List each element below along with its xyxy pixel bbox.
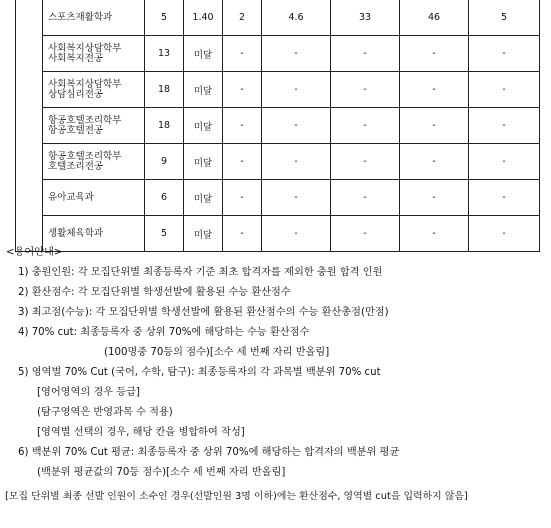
data-cell: 5 [145,0,184,36]
department-name-line: 호텔조리전공 [48,160,104,172]
department-name-line: 스포츠재활학과 [48,11,113,23]
data-cell: - [223,36,262,72]
glossary-item: 5) 영역별 70% Cut (국어, 수학, 탐구): 최종등록자의 각 과목별 백분위 70% cut [18,367,381,378]
data-cell: 4.6 [262,0,331,36]
data-cell: 9 [145,144,184,180]
data-cell: 5 [145,216,184,252]
department-name-line: 사회복지전공 [48,52,104,64]
department-name-cell [43,72,145,108]
data-cell: - [223,108,262,144]
department-name-line: 항공호텔조리학부 [48,150,122,162]
data-cell: - [469,180,540,216]
department-name-line: 항공호텔전공 [48,124,104,136]
department-name-cell [43,36,145,72]
department-name-cell [43,0,145,36]
data-cell: - [400,36,469,72]
glossary-item: 1) 충원인원: 각 모집단위별 최종등록자 기준 최초 합격자를 제외한 충원 합격 인원 [18,267,383,278]
department-name-line: 상담심리전공 [48,88,104,100]
group-cell [16,0,43,252]
data-cell: - [262,72,331,108]
glossary-item-continued: (백분위 평균값의 70등 점수)[소수 세 번째 자리 반올림] [37,467,286,478]
data-cell: - [223,216,262,252]
glossary-item-continued: [영어영역의 경우 등급] [37,387,140,398]
department-name-cell [43,180,145,216]
data-cell: - [400,216,469,252]
data-cell: - [469,72,540,108]
data-cell: - [223,72,262,108]
data-cell: - [400,72,469,108]
table-row [16,144,540,180]
glossary-item-continued: (탐구영역은 반영과목 수 적용) [37,407,173,418]
department-name-line: 사회복지상담학부 [48,42,122,54]
data-cell: 미달 [184,36,223,72]
data-cell: 미달 [184,180,223,216]
glossary-item-continued: (100명중 70등의 점수)[소수 세 번째 자리 반올림] [104,347,330,358]
data-cell: 미달 [184,72,223,108]
glossary-item: 3) 최고점(수능): 각 모집단위별 학생선발에 활용된 환산점수의 수능 환산총점(만점) [18,307,389,318]
table-row [16,0,540,36]
data-cell: - [262,144,331,180]
department-name-line: 사회복지상담학부 [48,78,122,90]
department-name-line: 생활체육학과 [48,227,104,239]
data-cell: - [469,36,540,72]
data-cell: - [469,108,540,144]
glossary-item: 2) 환산점수: 각 모집단위별 학생선발에 활용된 수능 환산점수 [18,287,291,298]
table-row [16,216,540,252]
glossary-item-continued: [영역별 선택의 경우, 해당 칸을 병합하여 작성] [37,427,245,438]
data-cell: - [262,36,331,72]
data-cell: - [223,144,262,180]
data-cell: - [331,108,400,144]
data-cell: - [469,216,540,252]
data-cell: - [400,180,469,216]
glossary-footer-note: [모집 단위별 최종 선발 인원이 소수인 경우(선발인원 3명 이하)에는 환산점수, 영역별 cut을 입력하지 않음] [5,491,468,502]
data-cell: 6 [145,180,184,216]
table-row [16,72,540,108]
data-cell: - [331,144,400,180]
data-cell: - [223,180,262,216]
department-name-cell [43,144,145,180]
department-name-line: 항공호텔조리학부 [48,114,122,126]
data-cell: 5 [469,0,540,36]
data-cell: - [469,144,540,180]
data-cell: 미달 [184,144,223,180]
data-cell: 2 [223,0,262,36]
glossary-item: 4) 70% cut: 최종등록자 중 상위 70%에 해당하는 수능 환산점수 [18,327,310,338]
data-cell: - [331,180,400,216]
table-row [16,108,540,144]
data-cell: - [331,216,400,252]
data-cell: 33 [331,0,400,36]
department-name-cell [43,108,145,144]
data-cell: - [331,36,400,72]
glossary-item: 6) 백분위 70% Cut 평균: 최종등록자 중 상위 70%에 해당하는 합격자의 백분위 평균 [18,447,400,458]
data-cell: 13 [145,36,184,72]
data-cell: 46 [400,0,469,36]
data-cell: 18 [145,108,184,144]
data-cell: - [262,180,331,216]
data-cell: - [400,108,469,144]
data-cell: 미달 [184,216,223,252]
table-row [16,180,540,216]
department-name-line: 유아교육과 [48,191,94,203]
glossary-heading: <용어안내> [6,247,63,258]
data-cell: 18 [145,72,184,108]
admission-results-table [15,0,539,252]
table-row [16,36,540,72]
data-cell: 미달 [184,108,223,144]
data-cell: - [400,144,469,180]
data-cell: - [262,108,331,144]
data-cell: 1.40 [184,0,223,36]
data-cell: - [262,216,331,252]
data-cell: - [331,72,400,108]
